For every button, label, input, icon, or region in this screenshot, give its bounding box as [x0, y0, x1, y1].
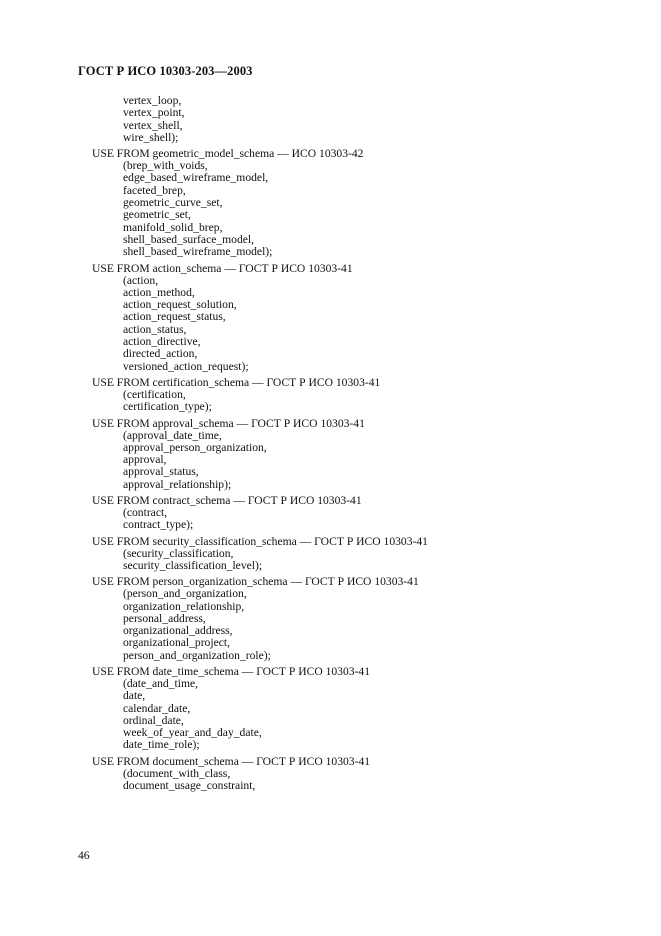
use-from-clause [92, 535, 612, 573]
list-item: shell_based_surface_model, [123, 232, 255, 246]
list-item: person_and_organization_role); [123, 648, 271, 662]
list-item: action_request_status, [123, 310, 226, 324]
list-item: vertex_point, [123, 106, 185, 120]
list-item: geometric_set, [123, 208, 191, 222]
list-item: approval_person_organization, [123, 440, 267, 454]
list-item: manifold_solid_brep, [123, 220, 223, 234]
continued-item-list [92, 95, 612, 144]
list-item: organizational_project, [123, 636, 230, 650]
list-item: organization_relationship, [123, 599, 245, 613]
list-item: geometric_curve_set, [123, 196, 223, 210]
use-from-line: USE FROM document_schema — ГОСТ Р ИСО 10303-41 [92, 754, 371, 768]
use-from-clause [92, 665, 612, 752]
list-item: directed_action, [123, 347, 198, 361]
list-item: (document_with_class, [123, 766, 231, 780]
use-from-line: USE FROM contract_schema — ГОСТ Р ИСО 10303-41 [92, 494, 362, 508]
list-item: security_classification_level); [123, 558, 263, 572]
list-item: document_usage_constraint, [123, 779, 256, 793]
list-item: certification_type); [123, 400, 212, 414]
list-item: calendar_date, [123, 701, 191, 715]
list-item: edge_based_wireframe_model, [123, 171, 269, 185]
list-item: date_time_role); [123, 738, 200, 752]
use-from-line: USE FROM approval_schema — ГОСТ Р ИСО 10303-41 [92, 416, 365, 430]
list-item: personal_address, [123, 611, 206, 625]
list-item: (person_and_organization, [123, 587, 247, 601]
list-item: ordinal_date, [123, 713, 184, 727]
list-item: shell_based_wireframe_model); [123, 245, 273, 259]
list-item: faceted_brep, [123, 183, 186, 197]
list-item: action_status, [123, 322, 187, 336]
list-item: (brep_with_voids, [123, 159, 208, 173]
use-from-clause [92, 376, 612, 414]
list-item: date, [123, 689, 146, 703]
list-item: (certification, [123, 387, 186, 401]
list-item: action_directive, [123, 335, 201, 349]
page-number: 46 [78, 849, 90, 862]
use-from-clause [92, 262, 612, 373]
list-item: approval, [123, 453, 167, 467]
use-from-line: USE FROM certification_schema — ГОСТ Р ИСО 10303-41 [92, 375, 381, 389]
list-item: (contract, [123, 506, 168, 520]
use-from-line: USE FROM geometric_model_schema — ИСО 10303-42 [92, 147, 364, 161]
list-item: approval_relationship); [123, 477, 232, 491]
use-from-line: USE FROM person_organization_schema — ГОСТ Р ИСО 10303-41 [92, 575, 419, 589]
list-item: vertex_loop, [123, 94, 182, 107]
use-from-clause [92, 417, 612, 491]
list-item: organizational_address, [123, 624, 233, 638]
use-from-line: USE FROM security_classification_schema — ГОСТ Р ИСО 10303-41 [92, 534, 428, 548]
document-body [92, 95, 612, 795]
list-item: (security_classification, [123, 546, 234, 560]
list-item: contract_type); [123, 518, 194, 532]
list-item: vertex_shell, [123, 118, 183, 132]
list-item: week_of_year_and_day_date, [123, 726, 262, 740]
use-from-line: USE FROM action_schema — ГОСТ Р ИСО 10303-41 [92, 261, 353, 275]
list-item: action_method, [123, 285, 195, 299]
use-from-groups [92, 147, 612, 792]
use-from-line: USE FROM date_time_schema — ГОСТ Р ИСО 10303-41 [92, 664, 371, 678]
list-item: versioned_action_request); [123, 359, 249, 373]
use-from-clause [92, 147, 612, 258]
list-item: action_request_solution, [123, 298, 237, 312]
list-item: (action, [123, 273, 159, 287]
list-item: (approval_date_time, [123, 428, 222, 442]
document-header: ГОСТ Р ИСО 10303-203—2003 [78, 64, 253, 78]
list-item: wire_shell); [123, 130, 179, 144]
list-item: approval_status, [123, 465, 199, 479]
use-from-clause [92, 494, 612, 532]
use-from-clause [92, 575, 612, 662]
use-from-clause [92, 755, 612, 793]
list-item: (date_and_time, [123, 676, 199, 690]
